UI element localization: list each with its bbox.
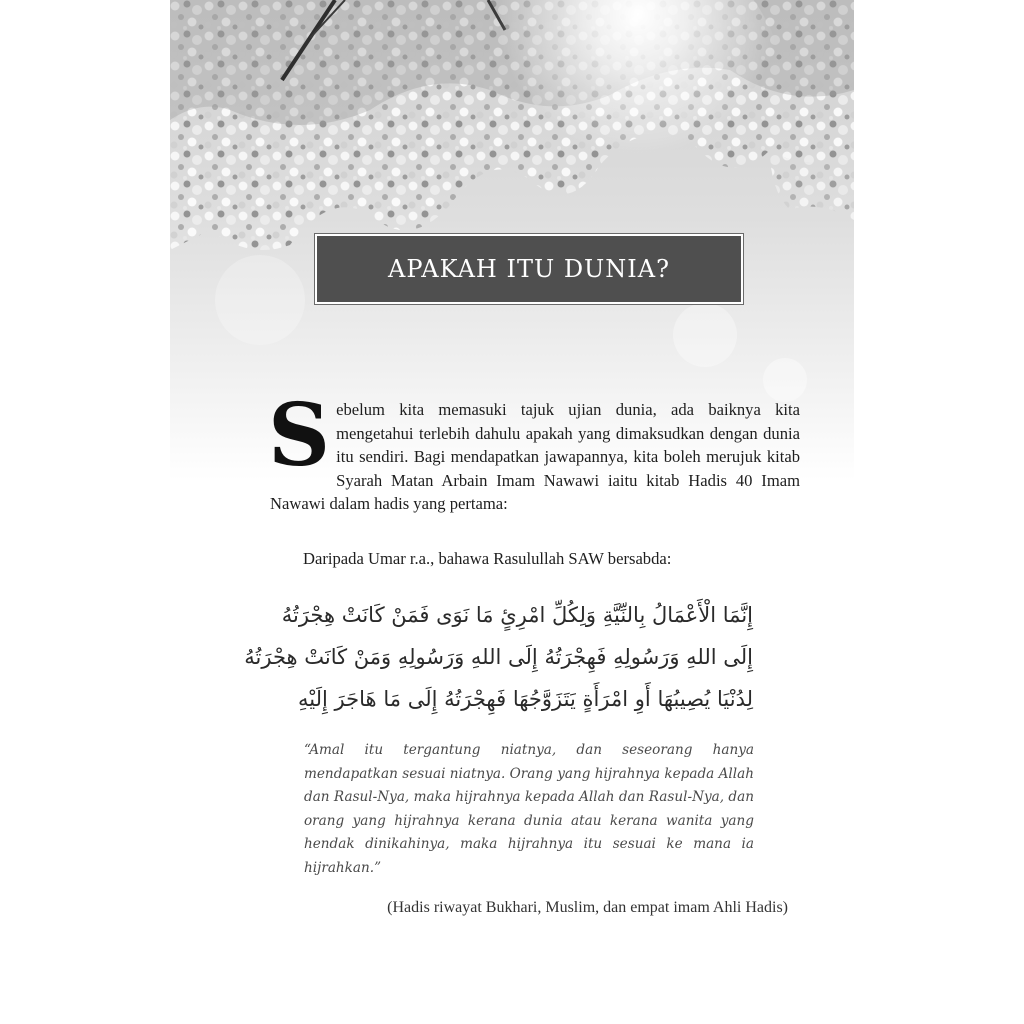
intro-text: ebelum kita memasuki tajuk ujian dunia, ada baiknya kita mengetahui terlebih dahulu apakah yang dimaksudkan dengan dunia itu sendiri. Bagi mendapatkan jawapannya, kita boleh merujuk kitab Syarah Matan Arbain Imam Nawawi iaitu kitab Hadis 40 Imam Nawawi dalam hadis yang pertama: (270, 400, 800, 513)
hadith-lead-in: Daripada Umar r.a., bahawa Rasulullah SAW bersabda: (303, 549, 672, 568)
hadith-source: (Hadis riwayat Bukhari, Muslim, dan empat imam Ahli Hadis) (387, 899, 788, 916)
arabic-line: لِدُنْيَا يُصِيبُهَا أَوِ امْرَأَةٍ يَتَزَوَّجُهَا فَهِجْرَتُهُ إِلَى مَا هَاجَرَ إِلَيْهِ (298, 687, 753, 711)
arabic-line: إِلَى اللهِ وَرَسُولِهِ فَهِجْرَتُهُ إِلَى اللهِ وَرَسُولِهِ وَمَنْ كَانَتْ هِجْرَتُهُ (244, 645, 753, 669)
intro-paragraph (268, 385, 800, 516)
drop-cap: S (268, 385, 331, 486)
hadith-arabic (244, 594, 753, 720)
arabic-line: إِنَّمَا الْأَعْمَالُ بِالنِّيَّةِ وَلِكُلِّ امْرِئٍ مَا نَوَى فَمَنْ كَانَتْ هِجْرَتُهُ (281, 603, 753, 627)
chapter-title: APAKAH ITU DUNIA? (388, 255, 670, 283)
hadith-translation: “Amal itu tergantung niatnya, dan seseorang hanya mendapatkan sesuai niatnya. Orang yang hijrahnya kepada Allah dan Rasul-Nya, maka hijrahnya kepada Allah dan Rasul-Nya, dan orang yang hijrahnya kerana dunia atau kerana wanita yang hendak dinikahinya, maka hijrahnya itu sesuai ke mana ia hijrahkan.” (304, 742, 754, 876)
book-page (170, 0, 854, 1024)
chapter-title-box (315, 234, 743, 304)
